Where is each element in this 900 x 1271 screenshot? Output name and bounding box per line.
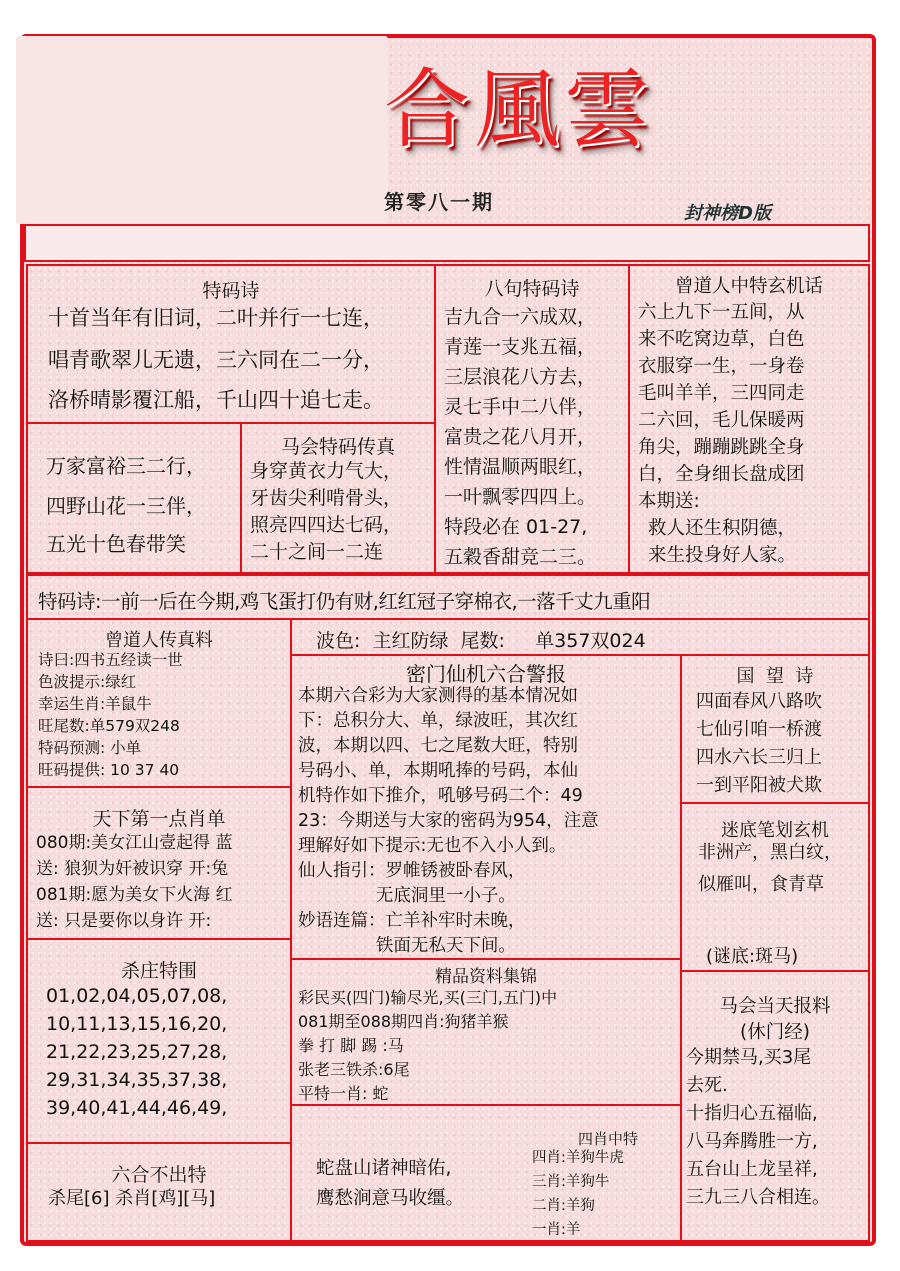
wanjia-line: 五光十色春带笑 [46, 532, 186, 556]
eight-line: 青莲一支兆五福， [444, 336, 597, 358]
riddle2-title: 迷底笔划玄机 [721, 820, 829, 841]
jingpin-line: 081期至088期四肖:狗猪羊猴 [298, 1012, 509, 1031]
mahui-fax-line: 牙齿尖利啃骨头， [250, 487, 403, 509]
jingpin-line: 拳 打 脚 踢 :马 [298, 1036, 404, 1055]
mahui-day-line: 五台山上龙呈祥, [686, 1159, 818, 1180]
strip-bar [24, 224, 870, 262]
eight-lines-box [434, 264, 630, 574]
kill-title: 杀庄特围 [120, 960, 197, 982]
banner-text: 特码诗:一前一后在今期,鸡飞蛋打仍有财,红红冠子穿棉衣,一落千丈九重阳 [38, 590, 651, 613]
secret-report-line: 号码小、单，本期吼捧的号码，本仙 [298, 761, 578, 781]
mahui-fax-box [240, 422, 436, 574]
eight-lines-title: 八句特码诗 [484, 278, 580, 300]
wanjia-line: 万家富裕三二行， [46, 454, 206, 478]
guowang-title: 国 望 诗 [736, 666, 814, 687]
zeng-riddle-line: 角尖，蹦蹦跳跳全身 [638, 437, 805, 458]
mahui-day-line: 今期禁马,买3尾 [686, 1047, 812, 1068]
kill-box [26, 938, 292, 1144]
issue-number: 第零八一期 [384, 190, 494, 214]
zodiac-list-title: 天下第一点肖单 [92, 808, 226, 830]
zeng-riddle-line: 二六回，毛儿保暖两 [638, 410, 805, 431]
riddle2-box [680, 802, 870, 972]
guowang-line: 一到平阳被犬欺 [696, 775, 822, 796]
zeng-riddle-box [628, 264, 870, 574]
zeng-fax-box [26, 618, 292, 788]
tema-poem-line: 洛桥晴影覆江船，千山四十追七走。 [48, 388, 384, 412]
secret-report-line: 23：今期送与大家的密码为954，注意 [298, 811, 599, 831]
eight-line: 一叶飘零四四上。 [444, 486, 597, 508]
riddle2-line: 非洲产，黑白纹， [698, 842, 842, 863]
zeng-riddle-line: 来不吃窝边草，白色 [638, 329, 805, 350]
zeng-fax-line: 旺码提供: 10 37 40 [38, 761, 180, 779]
jingpin-line: 平特一肖: 蛇 [298, 1084, 389, 1103]
zodiac-list-line: 送: 只是要你以身许 开: [36, 911, 212, 931]
four-zodiac-line: 四肖:羊狗牛虎 [532, 1150, 624, 1166]
mahui-fax-line: 照亮四四达七码， [250, 514, 403, 536]
liuhe-no-box [26, 1142, 292, 1242]
zeng-fax-title: 曾道人传真料 [105, 630, 213, 651]
zeng-fax-line: 诗曰:四书五经读一世 [38, 651, 183, 669]
eight-line: 性情温顺两眼红， [444, 456, 597, 478]
secret-report-line: 波，本期以四、七之尾数大旺，特别 [298, 736, 578, 756]
tema-poem-line: 唱青歌翠儿无遗，三六同在二一分， [48, 348, 384, 372]
secret-report-line: 机特作如下推介，吼够号码二个：49 [298, 786, 583, 806]
secret-report-line: 妙语连篇：亡羊补牢时未晚， [298, 911, 526, 931]
tema-poem-title: 特码诗 [202, 280, 260, 302]
mahui-day-box [680, 970, 870, 1242]
eight-line: 吉九合一六成双， [444, 306, 597, 328]
tema-poem-box [26, 264, 436, 424]
zodiac-list-box [26, 786, 292, 940]
mahui-fax-line: 二十之间一二连 [250, 541, 384, 563]
zeng-riddle-line: 毛叫羊羊，三四同走 [638, 383, 805, 404]
zeng-riddle-line: 白，全身细长盘成团 [638, 464, 805, 485]
eight-line: 五穀香甜竞二三。 [444, 546, 597, 568]
zeng-riddle-title: 曾道人中特玄机话 [674, 276, 823, 297]
zeng-riddle-line: 救人还生积阴德， [648, 518, 797, 539]
secret-report-line: 铁面无私天下间。 [298, 936, 516, 956]
kill-line: 39,40,41,44,46,49, [46, 1097, 228, 1119]
kill-line: 21,22,23,25,27,28, [46, 1041, 228, 1063]
mahui-day-line: 八马奔腾胜一方, [686, 1131, 818, 1152]
mahui-day-line: 三九三八合相连。 [686, 1187, 830, 1208]
banner-box [26, 574, 870, 620]
mahui-day-line: 去死. [686, 1075, 728, 1096]
zeng-fax-line: 色波提示:绿红 [38, 673, 137, 691]
guowang-box [680, 654, 870, 804]
kill-line: 10,11,13,15,16,20, [46, 1013, 228, 1035]
four-zodiac-title: 四肖中特 [578, 1130, 639, 1148]
snake-box [290, 1104, 682, 1242]
snake-line: 蛇盘山诸神暗佑, [316, 1158, 452, 1179]
tema-poem-line: 十首当年有旧词，二叶并行一七连， [48, 306, 384, 330]
zodiac-list-line: 081期:愿为美女下火海 红 [36, 885, 233, 905]
zeng-riddle-line: 本期送: [638, 491, 700, 512]
guowang-line: 四面春风八路吹 [696, 691, 822, 712]
jingpin-line: 张老三铁杀:6尾 [298, 1060, 410, 1079]
secret-report-line: 仙人指引：罗帷锈被卧春风， [298, 861, 526, 881]
zeng-fax-line: 旺尾数:单579双248 [38, 717, 180, 735]
wanjia-line: 四野山花一三伴， [46, 494, 206, 518]
masthead-logo: 合風雲 [384, 60, 654, 160]
zeng-riddle-line: 衣服穿一生，一身卷 [638, 356, 805, 377]
masked-area [16, 36, 388, 224]
secret-report-box [290, 654, 682, 960]
mahui-fax-line: 身穿黄衣力气大， [250, 460, 403, 482]
eight-line: 特段必在 01-27, [444, 516, 588, 538]
jingpin-title: 精品资料集锦 [435, 967, 537, 987]
four-zodiac-line: 三肖:羊狗牛 [532, 1174, 610, 1190]
eight-line: 灵七手中二八伴， [444, 396, 597, 418]
secret-report-title: 密门仙机六合警报 [406, 662, 566, 686]
secret-report-line: 本期六合彩为大家测得的基本情况如 [298, 686, 578, 706]
riddle2-line: 似雁叫，食青草 [698, 874, 824, 895]
four-zodiac-line: 一肖:羊 [532, 1222, 581, 1238]
jingpin-line: 彩民买(四门)输尽光,买(三门,五门)中 [298, 988, 558, 1007]
eight-line: 三层浪花八方去， [444, 366, 597, 388]
kill-line: 01,02,04,05,07,08, [46, 985, 228, 1007]
guowang-line: 七仙引咱一桥渡 [696, 719, 822, 740]
secret-report-line: 理解好如下提示:无也不入小人到。 [298, 836, 567, 856]
mahui-day-line: 十指归心五福临, [686, 1103, 818, 1124]
eight-line: 富贵之花八月开， [444, 426, 597, 448]
snake-line: 鹰愁涧意马收缰。 [316, 1188, 465, 1209]
liuhe-no-text: 杀尾[6] 杀肖[鸡][马] [48, 1188, 216, 1209]
guowang-line: 四水六长三归上 [696, 747, 822, 768]
mahui-day-title: 马会当天报料 [719, 996, 831, 1017]
kill-line: 29,31,34,35,37,38, [46, 1069, 228, 1091]
zeng-riddle-line: 来生投身好人家。 [648, 545, 797, 566]
wave-text: 波色: 主红防绿 尾数: 单357双024 [316, 630, 646, 652]
zeng-fax-line: 特码预测: 小单 [38, 739, 142, 757]
zodiac-list-line: 080期:美女江山壹起得 蓝 [36, 833, 233, 853]
riddle2-answer: (谜底:斑马) [706, 946, 799, 967]
zeng-riddle-line: 六上九下一五间，从 [638, 302, 805, 323]
wanjia-box [26, 422, 242, 574]
zeng-fax-line: 幸运生肖:羊鼠牛 [38, 695, 152, 713]
secret-report-line: 无底洞里一小子。 [298, 886, 516, 906]
zodiac-list-line: 送: 狼狈为奸被识穿 开:兔 [36, 859, 229, 879]
wave-box [290, 618, 870, 656]
mahui-day-subtitle: (休门经) [740, 1022, 810, 1043]
four-zodiac-line: 二肖:羊狗 [532, 1198, 595, 1214]
mahui-fax-title: 马会特码传真 [280, 436, 395, 458]
jingpin-box [290, 958, 682, 1106]
liuhe-no-title: 六合不出特 [111, 1164, 207, 1186]
secret-report-line: 下：总积分大、单，绿波旺，其次红 [298, 711, 578, 731]
edition-label: 封神榜D版 [684, 203, 771, 224]
